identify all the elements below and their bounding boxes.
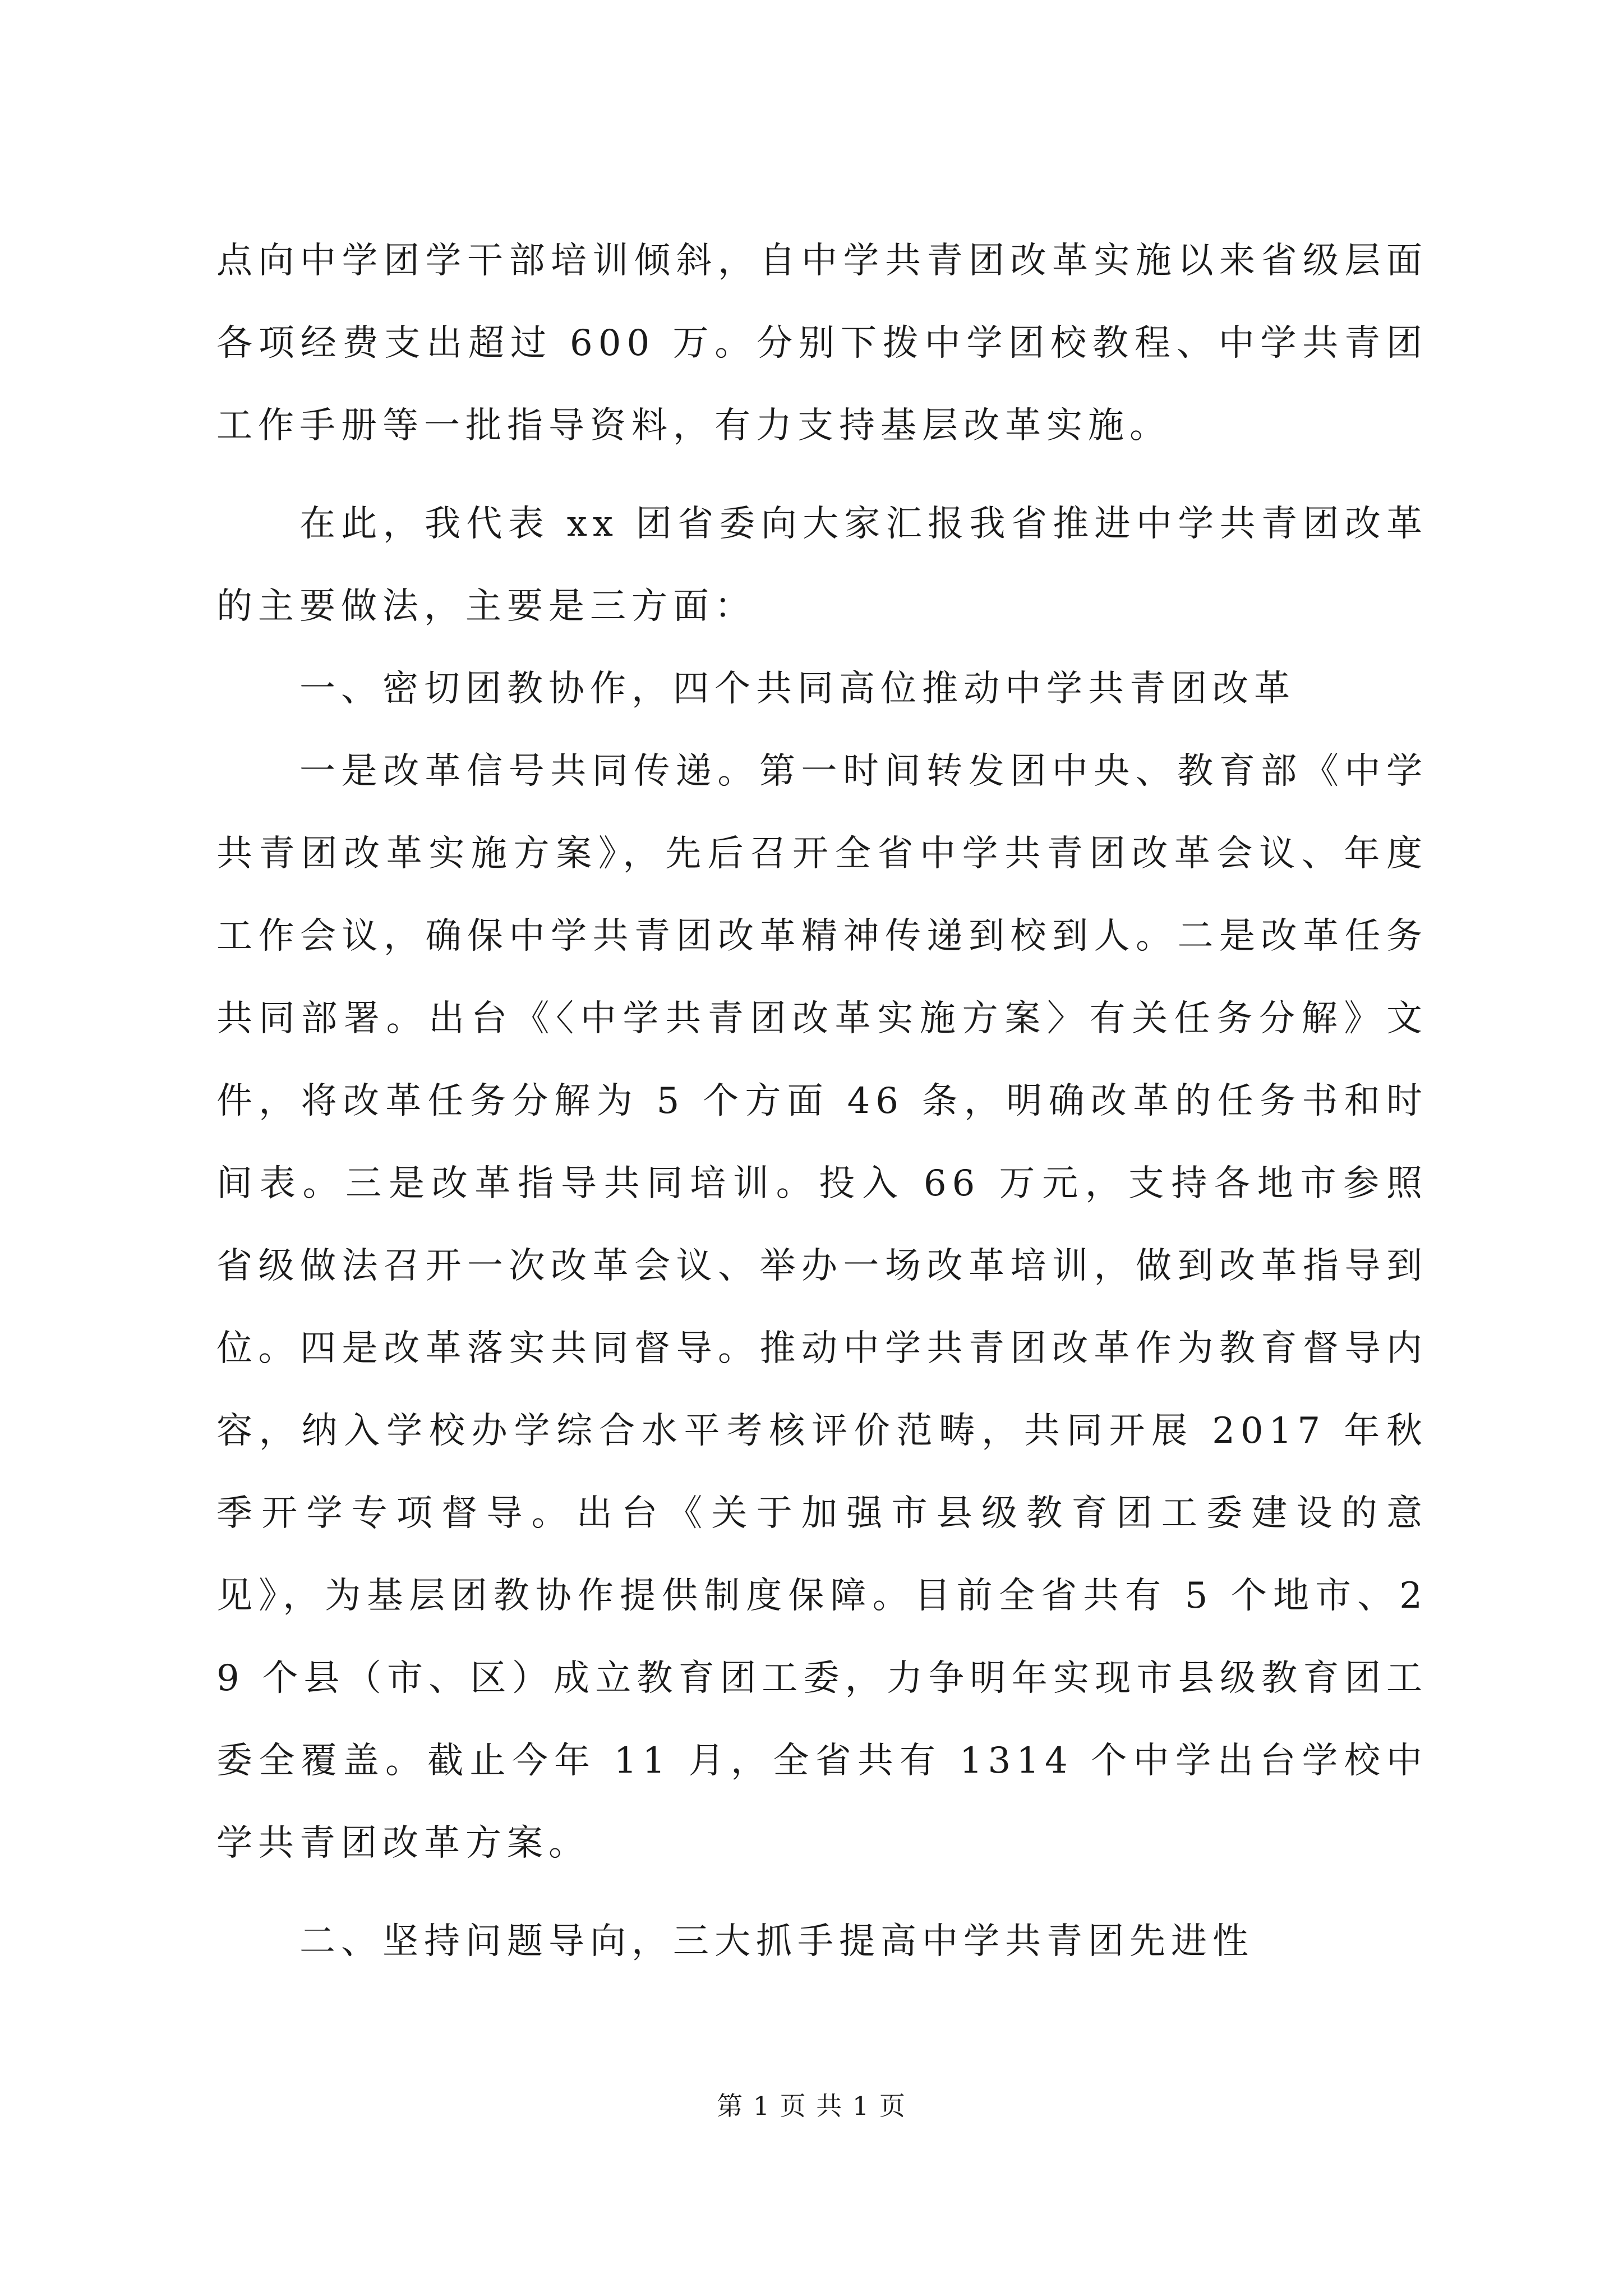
section-heading-2: 二、坚持问题导向，三大抓手提高中学共青团先进性 — [299, 1921, 1254, 1962]
section-heading-1: 一、密切团教协作，四个共同高位推动中学共青团改革 — [299, 668, 1295, 710]
paragraph-continuation: 点向中学团学干部培训倾斜，自中学共青团改革实施以来省级层面各项经费支出超过 600 万。分别下拨中学团校教程、中学共青团工作手册等一批指导资料，有力支持基层改革实施。 — [216, 240, 1428, 447]
paragraph-section-1-body: 一是改革信号共同传递。第一时间转发团中央、教育部《中学共青团改革实施方案》，先后召开全省中学共青团改革会议、年度工作会议，确保中学共青团改革精神传递到校到人。二是改革任务共同部署。出台《〈中学共青团改革实施方案〉有关任务分解》文件，将改革任务分解为 5 个方面 46 条，明确改革的任务书和时间表。三是改革指导共同培训。投入 66 万元，支持各地市参照省级做法召开一次改革会议、举办一场改革培训，做到改革指导到位。四是改革落实共同督导。推动中学共青团改革作为教育督导内容，纳入学校办学综合水平考核评价范畴，共同开展 2017 年秋季开学专项督导。出台《关于加强市县级教育团工委建设的意见》，为基层团教协作提供制度保障。目前全省共有 5 个地市、29 个县（市、区）成立教育团工委，力争明年实现市县级教育团工委全覆盖。截止今年 11 月，全省共有 1314 个中学出台学校中学共青团改革方案。 — [216, 751, 1428, 1864]
document-body — [216, 220, 1428, 1983]
page-footer: 第 1 页 共 1 页 — [717, 2091, 906, 2121]
paragraph-intro: 在此，我代表 xx 团省委向大家汇报我省推进中学共青团改革的主要做法，主要是三方面： — [216, 503, 1428, 627]
